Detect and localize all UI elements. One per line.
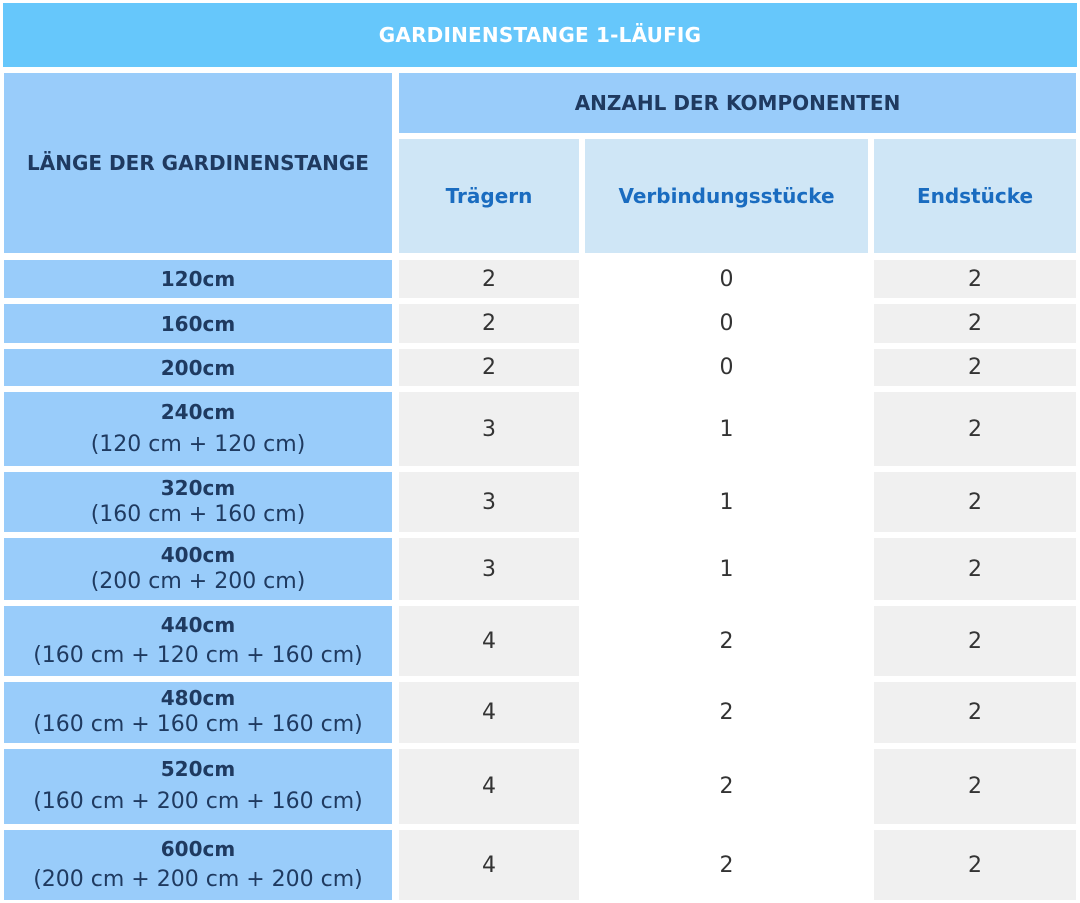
cell-traeger [399, 304, 579, 343]
cell-verbindungsstuecke [585, 749, 868, 824]
cell-verbindungsstuecke [585, 606, 868, 676]
row-length-value: 400cm [160, 542, 236, 567]
cell-value: 2 [719, 628, 734, 654]
cell-verbindungsstuecke [585, 472, 868, 532]
cell-endstuecke [874, 606, 1076, 676]
cell-traeger [399, 260, 579, 298]
column-header-verbindungsstuecke-text: Verbindungsstücke [618, 184, 835, 208]
row-length-480 [4, 682, 392, 743]
cell-value: 3 [482, 416, 496, 442]
length-column-header-text: LÄNGE DER GARDINENSTANGE [27, 151, 369, 175]
row-length-value: 320cm [160, 475, 236, 500]
cell-value: 1 [719, 416, 734, 442]
cell-value: 4 [482, 774, 496, 799]
row-length-value: 440cm [160, 612, 236, 637]
cell-verbindungsstuecke [585, 538, 868, 600]
cell-value: 2 [968, 489, 982, 515]
row-length-120 [4, 260, 392, 298]
column-header-verbindungsstuecke [585, 139, 868, 253]
cell-value: 2 [968, 628, 982, 654]
cell-value: 1 [719, 556, 734, 582]
cell-endstuecke [874, 392, 1076, 466]
components-group-header [399, 73, 1076, 133]
table-title [3, 3, 1077, 67]
cell-value: 2 [968, 774, 982, 799]
column-header-endstuecke-text: Endstücke [916, 184, 1034, 208]
row-length-value: 520cm [160, 757, 236, 782]
cell-endstuecke [874, 260, 1076, 298]
cell-traeger [399, 682, 579, 743]
cell-verbindungsstuecke [585, 304, 868, 343]
column-header-endstuecke [874, 139, 1076, 253]
row-length-320 [4, 472, 392, 532]
cell-value: 0 [719, 266, 734, 292]
cell-value: 4 [482, 700, 496, 725]
row-length-160 [4, 304, 392, 343]
cell-value: 2 [968, 852, 982, 878]
cell-value: 0 [719, 311, 734, 336]
cell-endstuecke [874, 349, 1076, 386]
cell-value: 2 [968, 311, 982, 336]
row-length-value: 600cm [160, 836, 236, 861]
cell-value: 2 [968, 266, 982, 292]
cell-verbindungsstuecke [585, 392, 868, 466]
cell-value: 0 [719, 355, 734, 380]
table-title-text: GARDINENSTANGE 1-LÄUFIG [378, 23, 702, 47]
row-length-440 [4, 606, 392, 676]
cell-traeger [399, 392, 579, 466]
column-header-traeger-text: Trägern [445, 184, 533, 208]
cell-endstuecke [874, 472, 1076, 532]
cell-traeger [399, 472, 579, 532]
row-length-400 [4, 538, 392, 600]
row-length-detail: (160 cm + 120 cm + 160 cm) [33, 642, 363, 668]
cell-value: 2 [719, 700, 734, 725]
cell-value: 3 [482, 556, 496, 582]
cell-endstuecke [874, 749, 1076, 824]
cell-endstuecke [874, 538, 1076, 600]
row-length-value: 480cm [160, 686, 236, 711]
cell-endstuecke [874, 304, 1076, 343]
cell-traeger [399, 606, 579, 676]
row-length-value: 160cm [160, 311, 236, 336]
cell-endstuecke [874, 682, 1076, 743]
cell-value: 2 [968, 355, 982, 380]
row-length-240 [4, 392, 392, 466]
cell-value: 2 [482, 311, 496, 336]
row-length-detail: (200 cm + 200 cm) [90, 568, 306, 594]
row-length-value: 240cm [160, 399, 236, 424]
row-length-value: 200cm [160, 355, 236, 380]
row-length-detail: (160 cm + 200 cm + 160 cm) [33, 789, 363, 815]
row-length-detail: (160 cm + 160 cm) [90, 501, 306, 527]
row-length-520 [4, 749, 392, 824]
cell-traeger [399, 349, 579, 386]
cell-verbindungsstuecke [585, 349, 868, 386]
cell-endstuecke [874, 830, 1076, 900]
column-header-traeger [399, 139, 579, 253]
cell-value: 2 [968, 556, 982, 582]
cell-verbindungsstuecke [585, 830, 868, 900]
cell-value: 3 [482, 489, 496, 515]
components-group-header-text: ANZAHL DER KOMPONENTEN [574, 91, 901, 115]
length-column-header [4, 73, 392, 253]
row-length-detail: (200 cm + 200 cm + 200 cm) [33, 866, 363, 892]
row-length-value: 120cm [160, 267, 236, 291]
row-length-detail: (160 cm + 160 cm + 160 cm) [33, 712, 363, 738]
cell-value: 2 [968, 700, 982, 725]
cell-traeger [399, 538, 579, 600]
row-length-detail: (120 cm + 120 cm) [90, 431, 306, 457]
cell-value: 2 [482, 355, 496, 380]
cell-value: 2 [719, 774, 734, 799]
cell-value: 2 [968, 416, 982, 442]
cell-value: 4 [482, 852, 496, 878]
cell-traeger [399, 749, 579, 824]
row-length-600 [4, 830, 392, 900]
cell-value: 4 [482, 628, 496, 654]
cell-verbindungsstuecke [585, 682, 868, 743]
cell-value: 2 [719, 852, 734, 878]
cell-value: 1 [719, 489, 734, 515]
row-length-200 [4, 349, 392, 386]
cell-value: 2 [482, 266, 496, 292]
cell-verbindungsstuecke [585, 260, 868, 298]
cell-traeger [399, 830, 579, 900]
